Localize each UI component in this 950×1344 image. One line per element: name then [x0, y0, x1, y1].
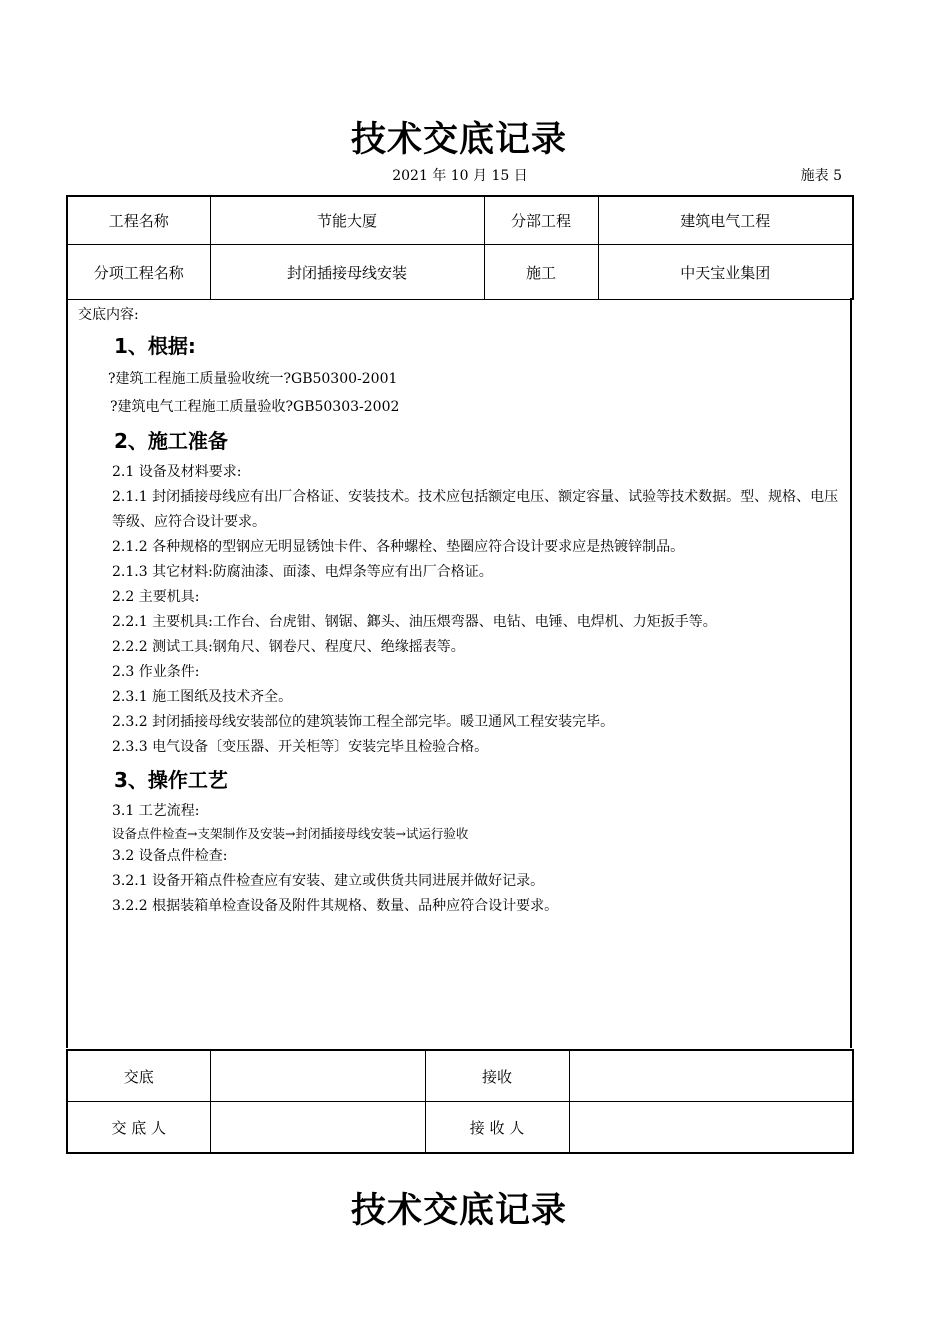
- section-2-line: 2.2.1 主要机具:工作台、台虎钳、钢锯、鎯头、油压煨弯器、电钻、电锤、电焊机、力矩扳手等。: [112, 614, 717, 630]
- receive-label: 接收: [425, 1050, 569, 1102]
- header-table: [66, 195, 854, 300]
- handover-person-field[interactable]: [210, 1102, 425, 1154]
- table-row: [67, 245, 853, 300]
- division: 建筑电气工程: [598, 196, 853, 245]
- section-3-heading: 3、操作工艺: [114, 768, 228, 792]
- section-3-line: 3.2.1 设备开箱点件检查应有安装、建立或供货共同进展并做好记录。: [112, 873, 545, 889]
- construction-label: 施工: [484, 245, 598, 300]
- section-2-line: 2.2.2 测试工具:钢角尺、钢卷尺、程度尺、绝缘摇表等。: [112, 639, 465, 655]
- project-name-label: 工程名称: [67, 196, 210, 245]
- receiver-label: 接 收 人: [425, 1102, 569, 1154]
- handover-person-label: 交 底 人: [67, 1102, 210, 1154]
- table-row: [67, 196, 853, 245]
- subitem: 封闭插接母线安装: [210, 245, 484, 300]
- document-title: 技术交底记录: [350, 120, 567, 160]
- signature-table: [66, 1049, 854, 1154]
- receiver-field[interactable]: [569, 1102, 853, 1154]
- section-2-line: 2.3.2 封闭插接母线安装部位的建筑装饰工程全部完毕。暖卫通风工程安装完毕。: [112, 714, 615, 730]
- section-2-line: 2.2 主要机具:: [112, 589, 200, 605]
- section-2-line: 2.3 作业条件:: [112, 664, 200, 680]
- section-3-line: 3.2 设备点件检查:: [112, 848, 228, 864]
- process-flow: 设备点件检查→支架制作及安装→封闭插接母线安装→试运行验收: [112, 826, 469, 841]
- subitem-label: 分项工程名称: [67, 245, 210, 300]
- receive-field[interactable]: [569, 1050, 853, 1102]
- reference-1: ?建筑工程施工质量验收统一?GB50300-2001: [108, 371, 398, 387]
- form-number: 施表 5: [800, 168, 842, 184]
- section-3-line: 3.1 工艺流程:: [112, 803, 200, 819]
- section-2-line: 2.1.1 封闭插接母线应有出厂合格证、安装技术。技术应包括额定电压、额定容量、试验等技术数据。型、规格、电压等级、应符合设计要求。: [112, 489, 839, 530]
- construction: 中天宝业集团: [598, 245, 853, 300]
- section-1-heading: 1、根据:: [114, 334, 196, 358]
- section-2-line: 2.3.3 电气设备〔变压器、开关柜等〕安装完毕且检验合格。: [112, 739, 489, 755]
- section-2-line: 2.3.1 施工图纸及技术齐全。: [112, 689, 293, 705]
- content-body: [108, 326, 844, 919]
- date: 2021 年 10 月 15 日: [392, 168, 528, 184]
- division-label: 分部工程: [484, 196, 598, 245]
- section-2-line: 2.1.2 各种规格的型钢应无明显锈蚀卡件、各种螺栓、垫圈应符合设计要求应是热镀锌制品。: [112, 539, 685, 555]
- handover-field[interactable]: [210, 1050, 425, 1102]
- handover-label: 交底: [67, 1050, 210, 1102]
- next-page-title: 技术交底记录: [350, 1191, 567, 1231]
- content-box: [66, 298, 852, 1048]
- section-2-line: 2.1 设备及材料要求:: [112, 464, 242, 480]
- section-2-heading: 2、施工准备: [114, 429, 228, 453]
- content-label: 交底内容:: [78, 307, 139, 323]
- project-name: 节能大厦: [210, 196, 484, 245]
- table-row: [67, 1050, 853, 1102]
- section-2-line: 2.1.3 其它材料:防腐油漆、面漆、电焊条等应有出厂合格证。: [112, 564, 493, 580]
- reference-2: ?建筑电气工程施工质量验收?GB50303-2002: [110, 399, 400, 415]
- section-3-line: 3.2.2 根据装箱单检查设备及附件其规格、数量、品种应符合设计要求。: [112, 898, 559, 914]
- table-row: [67, 1102, 853, 1154]
